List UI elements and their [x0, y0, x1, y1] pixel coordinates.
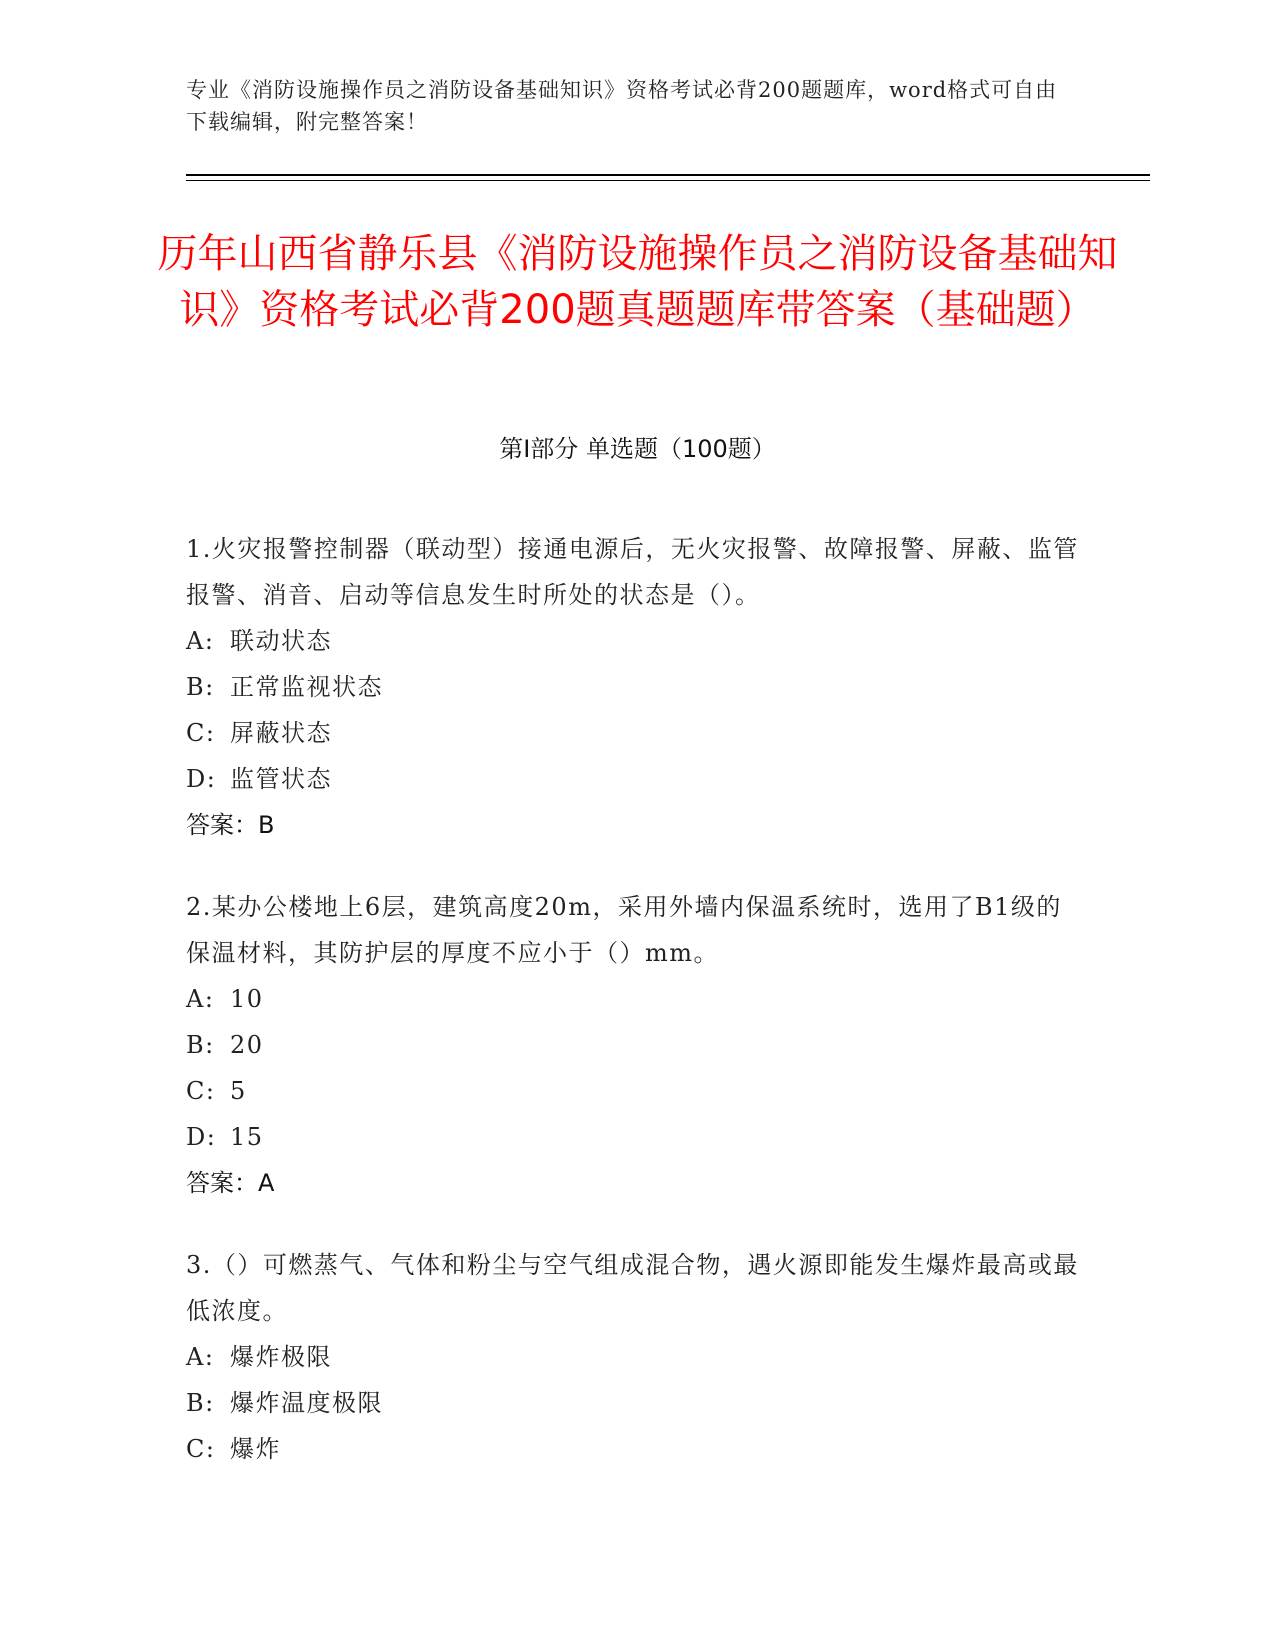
header-divider-thin [186, 180, 1150, 181]
option-text: 5 [230, 1077, 247, 1105]
option-b [186, 1022, 1086, 1068]
answer: 答案：B [186, 811, 275, 839]
option-c [186, 1068, 1086, 1114]
option-d [186, 1114, 1086, 1160]
option-text: 联动状态 [230, 627, 332, 655]
option-text: 15 [230, 1123, 264, 1151]
option-text: 监管状态 [230, 765, 332, 793]
answer: 答案：A [186, 1169, 275, 1197]
header-divider-thick [186, 174, 1150, 176]
header-note: 专业《消防设施操作员之消防设备基础知识》资格考试必背200题题库，word格式可自由下载编辑，附完整答案！ [186, 78, 1058, 134]
question-stem: 1.火灾报警控制器（联动型）接通电源后，无火灾报警、故障报警、屏蔽、监管报警、消音、启动等信息发生时所处的状态是（）。 [186, 535, 1079, 609]
option-key: B: [186, 1389, 215, 1417]
option-key: A: [186, 627, 215, 655]
option-text: 爆炸 [230, 1435, 281, 1463]
option-key: C: [186, 719, 216, 747]
option-key: C: [186, 1077, 216, 1105]
option-text: 爆炸极限 [230, 1343, 332, 1371]
question-stem: 2.某办公楼地上6层，建筑高度20m，采用外墙内保温系统时，选用了B1级的保温材料，其防护层的厚度不应小于（）mm。 [186, 893, 1062, 967]
option-c [186, 710, 1086, 756]
option-text: 屏蔽状态 [230, 719, 332, 747]
option-b [186, 1380, 1086, 1426]
option-text: 爆炸温度极限 [230, 1389, 383, 1417]
section-title: 第Ⅰ部分 单选题（100题） [499, 435, 776, 463]
question-2 [186, 884, 1086, 1206]
question-stem: 3.（）可燃蒸气、气体和粉尘与空气组成混合物，遇火源即能发生爆炸最高或最低浓度。 [186, 1251, 1079, 1325]
question-1 [186, 526, 1086, 848]
option-key: B: [186, 1031, 215, 1059]
option-b [186, 664, 1086, 710]
question-3 [186, 1242, 1086, 1472]
option-c [186, 1426, 1086, 1472]
option-key: D: [186, 1123, 217, 1151]
option-key: D: [186, 765, 217, 793]
option-key: A: [186, 985, 215, 1013]
option-key: B: [186, 673, 215, 701]
option-a [186, 976, 1086, 1022]
option-a [186, 1334, 1086, 1380]
option-text: 10 [230, 985, 264, 1013]
option-a [186, 618, 1086, 664]
option-key: C: [186, 1435, 216, 1463]
option-text: 正常监视状态 [230, 673, 383, 701]
option-key: A: [186, 1343, 215, 1371]
document-title: 历年山西省静乐县《消防设施操作员之消防设备基础知识》资格考试必背200题真题题库带答案（基础题） [157, 231, 1118, 333]
option-d [186, 756, 1086, 802]
option-text: 20 [230, 1031, 264, 1059]
